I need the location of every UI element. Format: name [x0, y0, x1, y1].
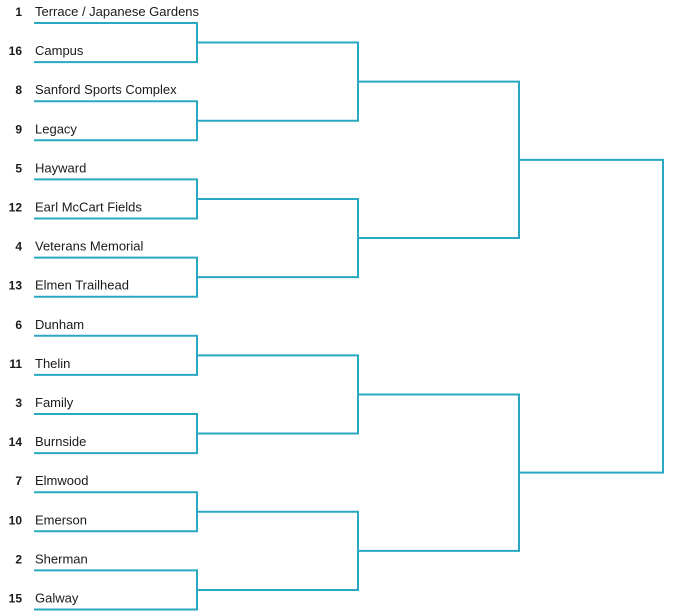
team-name: Elmwood — [35, 473, 89, 489]
seed-number: 8 — [15, 83, 22, 98]
bracket-labels — [9, 4, 200, 606]
seed-number: 10 — [8, 513, 22, 528]
seed-number: 12 — [8, 200, 22, 215]
team-name: Sanford Sports Complex — [35, 82, 177, 98]
seed-number: 11 — [9, 356, 22, 371]
team-name: Dunham — [35, 316, 85, 332]
team-name: Sherman — [35, 551, 88, 567]
seed-number: 14 — [8, 435, 22, 450]
team-name: Terrace / Japanese Gardens — [35, 4, 200, 19]
seed-number: 4 — [15, 239, 22, 254]
seed-number: 16 — [8, 44, 22, 59]
round3-match-line — [358, 82, 519, 238]
bracket-lines — [35, 23, 663, 610]
team-name: Emerson — [35, 512, 88, 528]
seed-number: 1 — [15, 5, 22, 19]
seed-number: 6 — [15, 317, 22, 332]
seed-number: 5 — [15, 161, 22, 176]
team-name: Legacy — [35, 121, 77, 137]
round2-match-line — [197, 43, 358, 121]
seed-number: 7 — [15, 474, 22, 489]
team-name: Burnside — [35, 434, 87, 450]
round2-match-line — [197, 355, 358, 433]
team-name: Campus — [35, 43, 84, 59]
final-match-line — [519, 160, 663, 473]
team-name: Thelin — [35, 355, 71, 371]
seed-number: 3 — [15, 396, 22, 410]
round2-match-line — [197, 512, 358, 590]
team-name: Earl McCart Fields — [35, 199, 142, 215]
seed-number: 9 — [15, 122, 22, 137]
team-name: Elmen Trailhead — [35, 277, 129, 293]
round2-match-line — [197, 199, 358, 277]
team-name: Veterans Memorial — [35, 238, 144, 254]
team-name: Family — [35, 395, 74, 410]
round3-match-line — [358, 394, 519, 550]
seed-number: 15 — [8, 591, 22, 606]
team-name: Hayward — [35, 160, 87, 176]
seed-number: 2 — [15, 552, 22, 567]
team-name: Galway — [35, 590, 79, 606]
seed-number: 13 — [8, 278, 22, 293]
